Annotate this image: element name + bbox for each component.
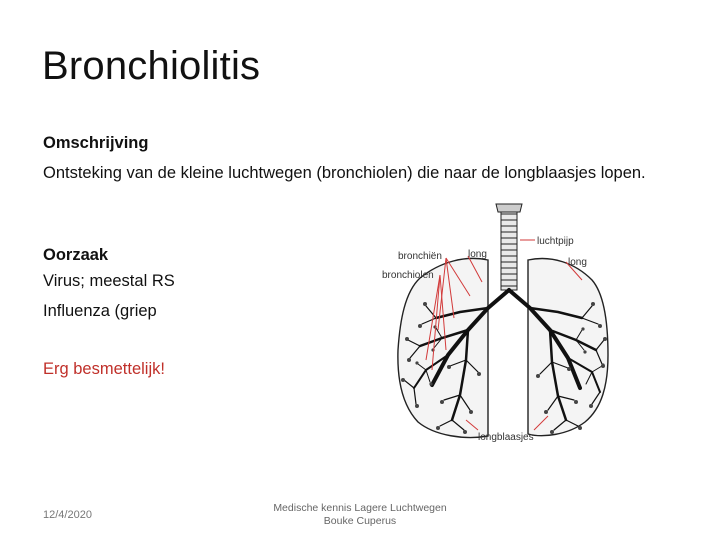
label-long-right: long: [568, 257, 587, 268]
trachea: [501, 208, 517, 290]
oorzaak-line-2: Influenza (griep: [43, 302, 157, 320]
right-lung: [528, 259, 608, 436]
footer-center: [250, 502, 470, 528]
label-luchtpijp: luchtpijp: [537, 236, 574, 247]
footer-line-2: Bouke Cuperus: [323, 515, 397, 527]
footer-line-1: Medische kennis Lagere Luchtwegen: [273, 502, 447, 514]
label-bronchiolen: bronchiolen: [382, 270, 434, 281]
oorzaak-line-1: Virus; meestal RS: [43, 272, 175, 290]
omschrijving-heading: Omschrijving: [43, 134, 149, 152]
lung-illustration: [370, 200, 610, 450]
label-longblaasjes: longblaasjes: [478, 432, 534, 443]
larynx: [496, 204, 522, 212]
slide-title: Bronchiolitis: [42, 44, 261, 88]
label-bronchien: bronchiën: [398, 251, 442, 262]
warning-text: Erg besmettelijk!: [43, 360, 165, 378]
omschrijving-text: Ontsteking van de kleine luchtwegen (bronchiolen) die naar de longblaasjes lopen.: [43, 164, 646, 182]
oorzaak-heading: Oorzaak: [43, 246, 109, 264]
footer-date: 12/4/2020: [43, 509, 92, 521]
label-long-left: long: [468, 249, 487, 260]
